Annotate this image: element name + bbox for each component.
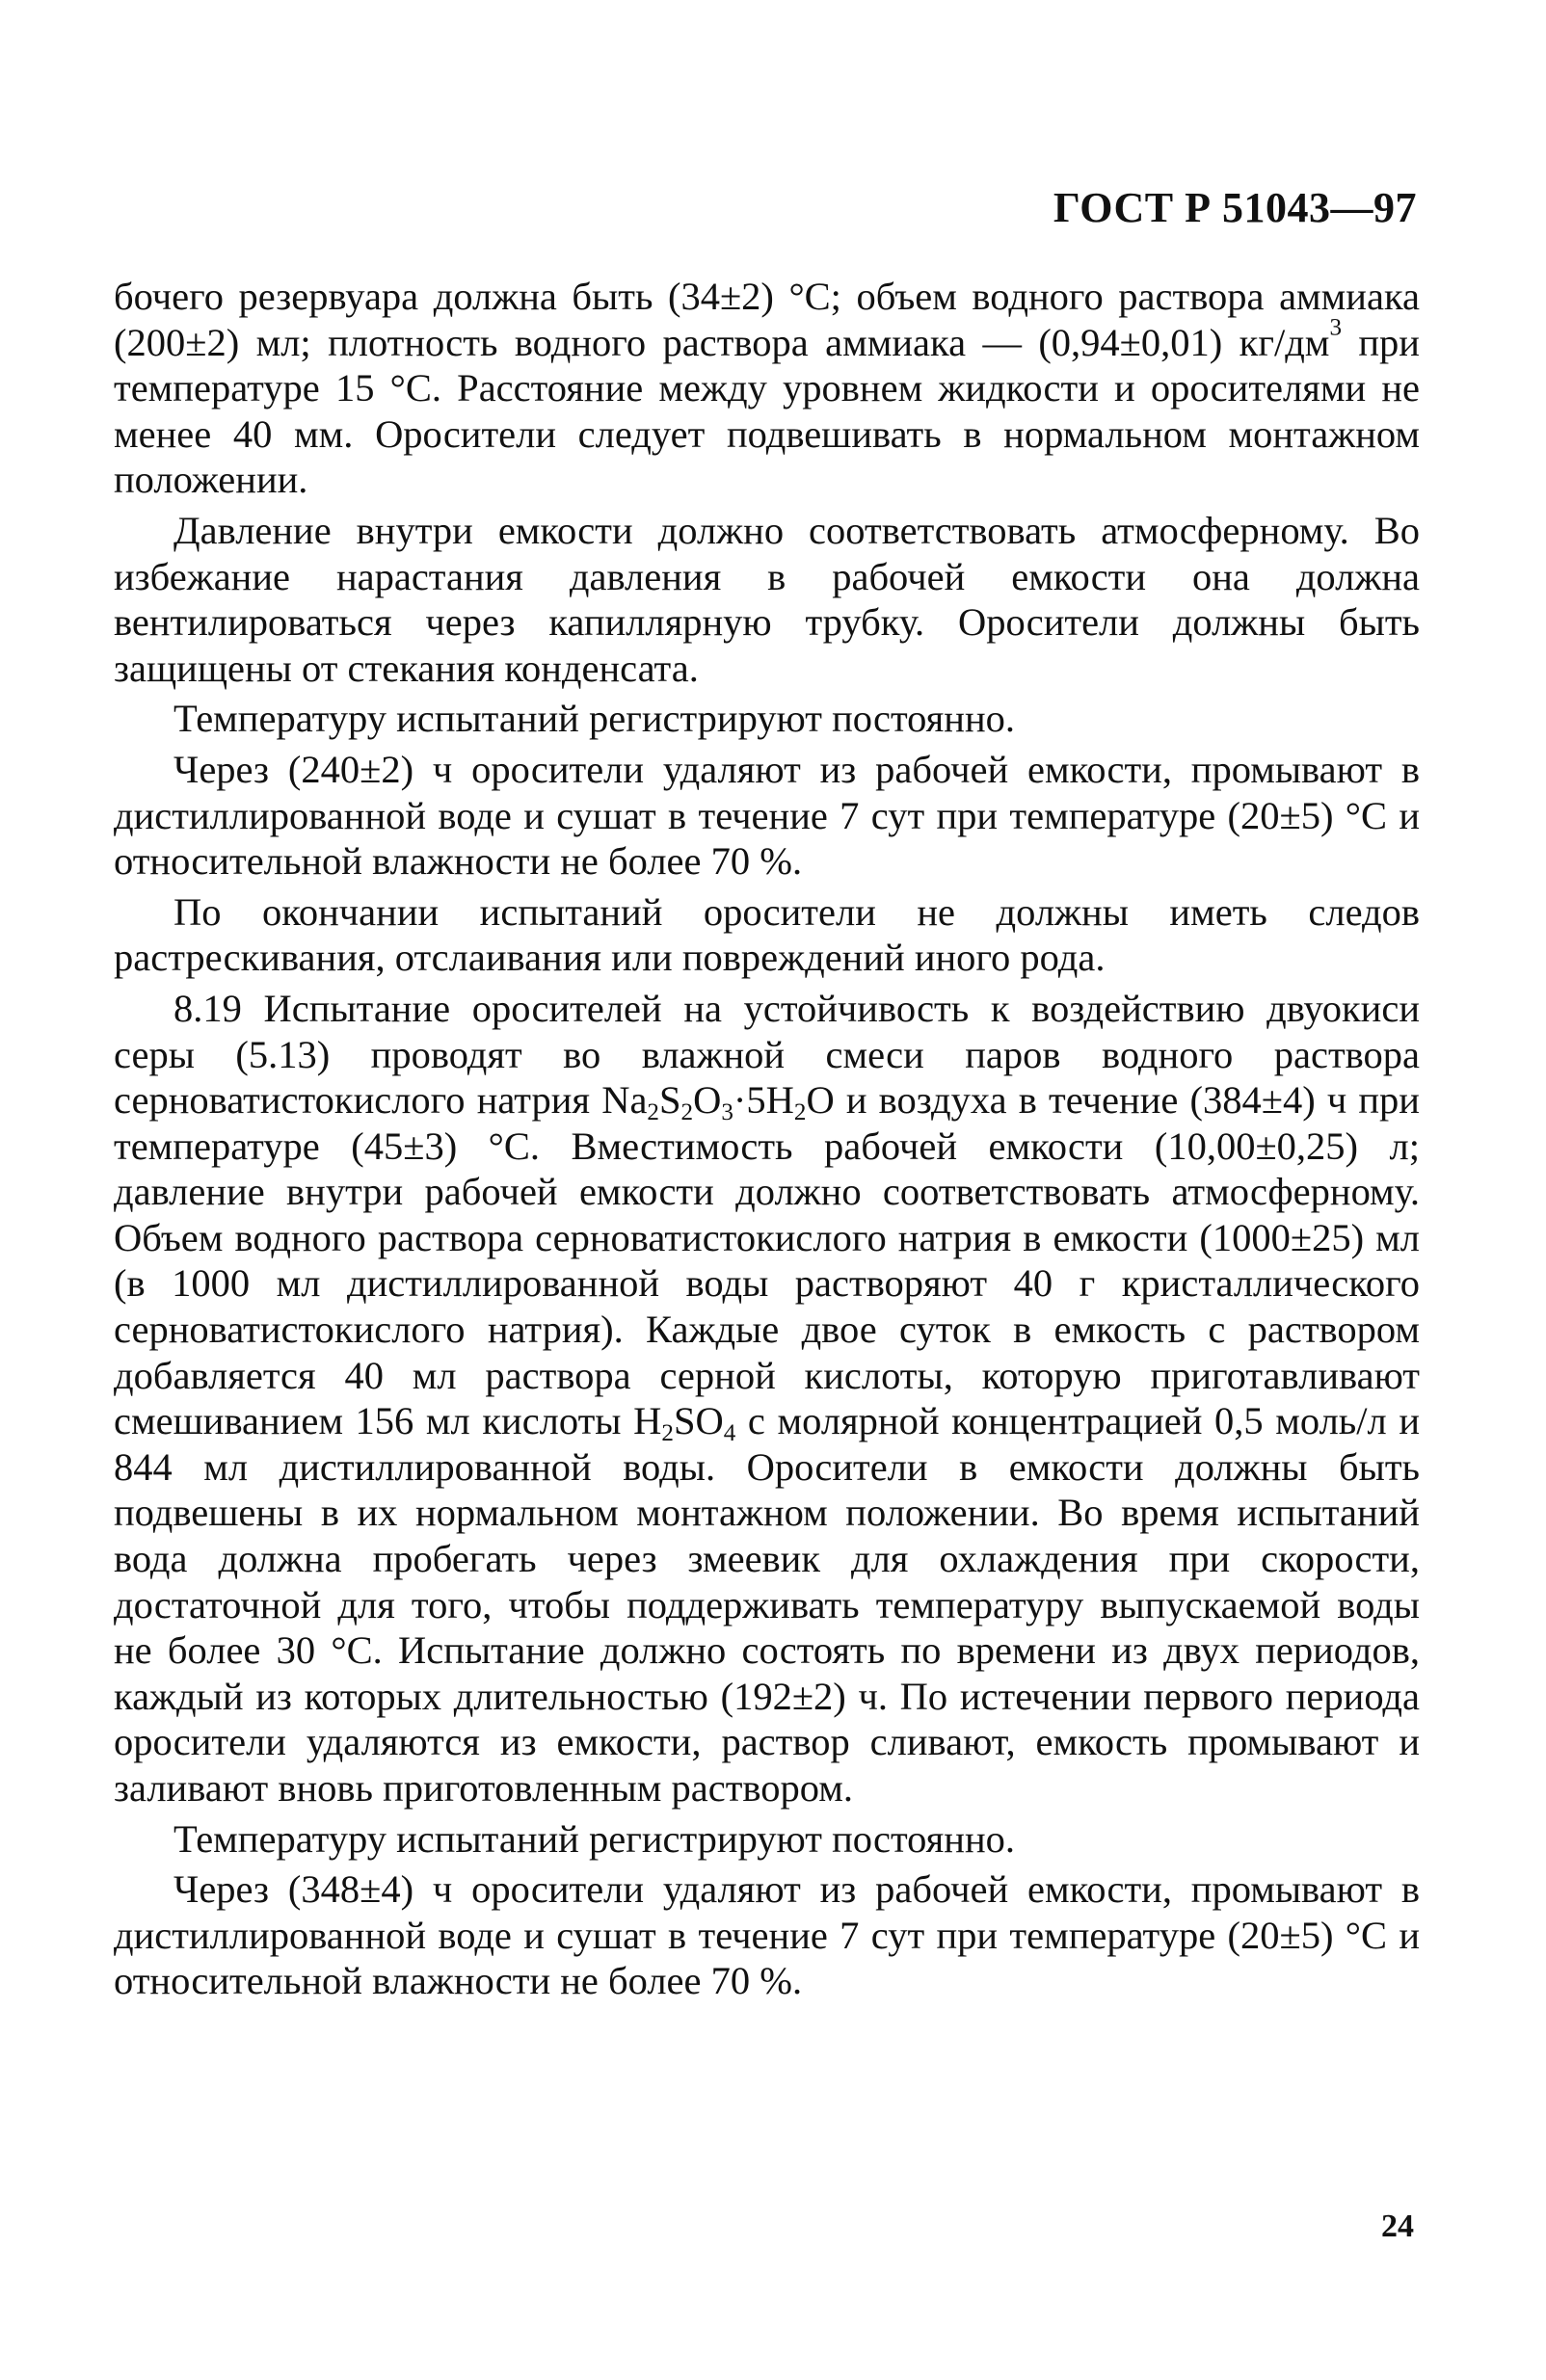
paragraph-temperature-record-2: Температуру испытаний регистрируют постоянно. bbox=[173, 1816, 1016, 1861]
text-run: с молярной концентрацией 0,5 моль/л и 844 мл дистиллированной воды. Оросители в емкости должны быть подвешены в их нормальном монтажном положении. Во время испытаний вода должна пробегать через змеевик для охлаждения при скорости, достаточной для того, чтобы поддерживать температуру выпускаемой воды не более 30 °С. Испытание должно состоять по времени из двух периодов, каждый из которых длительностью (192±2) ч. По истечении первого периода оросители удаляются из емкости, раствор сливают, емкость промывают и заливают вновь приготовленным раствором. bbox=[114, 1399, 1421, 1810]
text-run: SO bbox=[673, 1399, 724, 1443]
text-run: бочего резервуара должна быть (34±2) °С; объем водного раствора аммиака (200±2) мл; плотность водного раствора аммиака — (0,94±0,01) кг/дм bbox=[114, 275, 1420, 364]
paragraph-pressure: Давление внутри емкости должно соответствовать атмосферному. Во избежание нарастания давления в рабочей емкости она должна вентилироваться через капиллярную трубку. Оросители должны быть защищены от стекания конденсата. bbox=[114, 508, 1420, 690]
subscript: 2 bbox=[661, 1420, 674, 1447]
standard-header: ГОСТ Р 51043—97 bbox=[1053, 184, 1417, 231]
text-run: ·5H bbox=[733, 1078, 794, 1123]
subscript: 3 bbox=[721, 1099, 733, 1126]
subscript: 4 bbox=[723, 1420, 736, 1447]
page-number: 24 bbox=[1381, 2208, 1414, 2244]
text-run: O bbox=[693, 1078, 722, 1123]
text-run: O и воздуха в течение (384±4) ч при температуре (45±3) °С. Вместимость рабочей емкости (10,00±0,25) л; давление внутри рабочей емкости должно соответствовать атмосферному. Объем водного раствора серноватистокислого натрия в емкости (1000±25) мл (в 1000 мл дистиллированной воды растворяют 40 г кристаллического серноватистокислого натрия). Каждые двое суток в емкость с раствором добавляется 40 мл раствора серной кислоты, которую приготавливают смешиванием 156 мл кислоты H bbox=[114, 1078, 1420, 1443]
subscript: 2 bbox=[793, 1099, 807, 1126]
paragraph-after-test: По окончании испытаний оросители не должны иметь следов растрескивания, отслаивания или повреждений иного рода. bbox=[114, 889, 1420, 980]
paragraph-continuation bbox=[114, 274, 1420, 503]
body-text bbox=[114, 274, 1420, 2004]
paragraph-temperature-record: Температуру испытаний регистрируют постоянно. bbox=[173, 697, 1016, 741]
paragraph-removal: Через (240±2) ч оросители удаляют из рабочей емкости, промывают в дистиллированной воде и сушат в течение 7 сут при температуре (20±5) °С и относительной влажности не более 70 %. bbox=[114, 747, 1420, 884]
superscript: 3 bbox=[1329, 314, 1342, 341]
paragraph-section-8-19 bbox=[114, 986, 1420, 1811]
text-run: 8.19 Испытание оросителей на устойчивость к воздействию двуокиси серы (5.13) проводят во влажной смеси паров водного раствора серноватистокислого натрия Na bbox=[114, 986, 1420, 1123]
paragraph-removal-2: Через (348±4) ч оросители удаляют из рабочей емкости, промывают в дистиллированной воде и сушат в течение 7 сут при температуре (20±5) °С и относительной влажности не более 70 %. bbox=[114, 1867, 1420, 2003]
text-run: S bbox=[658, 1078, 681, 1123]
subscript: 2 bbox=[680, 1099, 694, 1126]
text-run: при температуре 15 °С. Расстояние между уровнем жидкости и оросителями не менее 40 мм. Оросители следует подвешивать в нормальном монтажном положении. bbox=[114, 320, 1420, 502]
subscript: 2 bbox=[647, 1099, 659, 1126]
